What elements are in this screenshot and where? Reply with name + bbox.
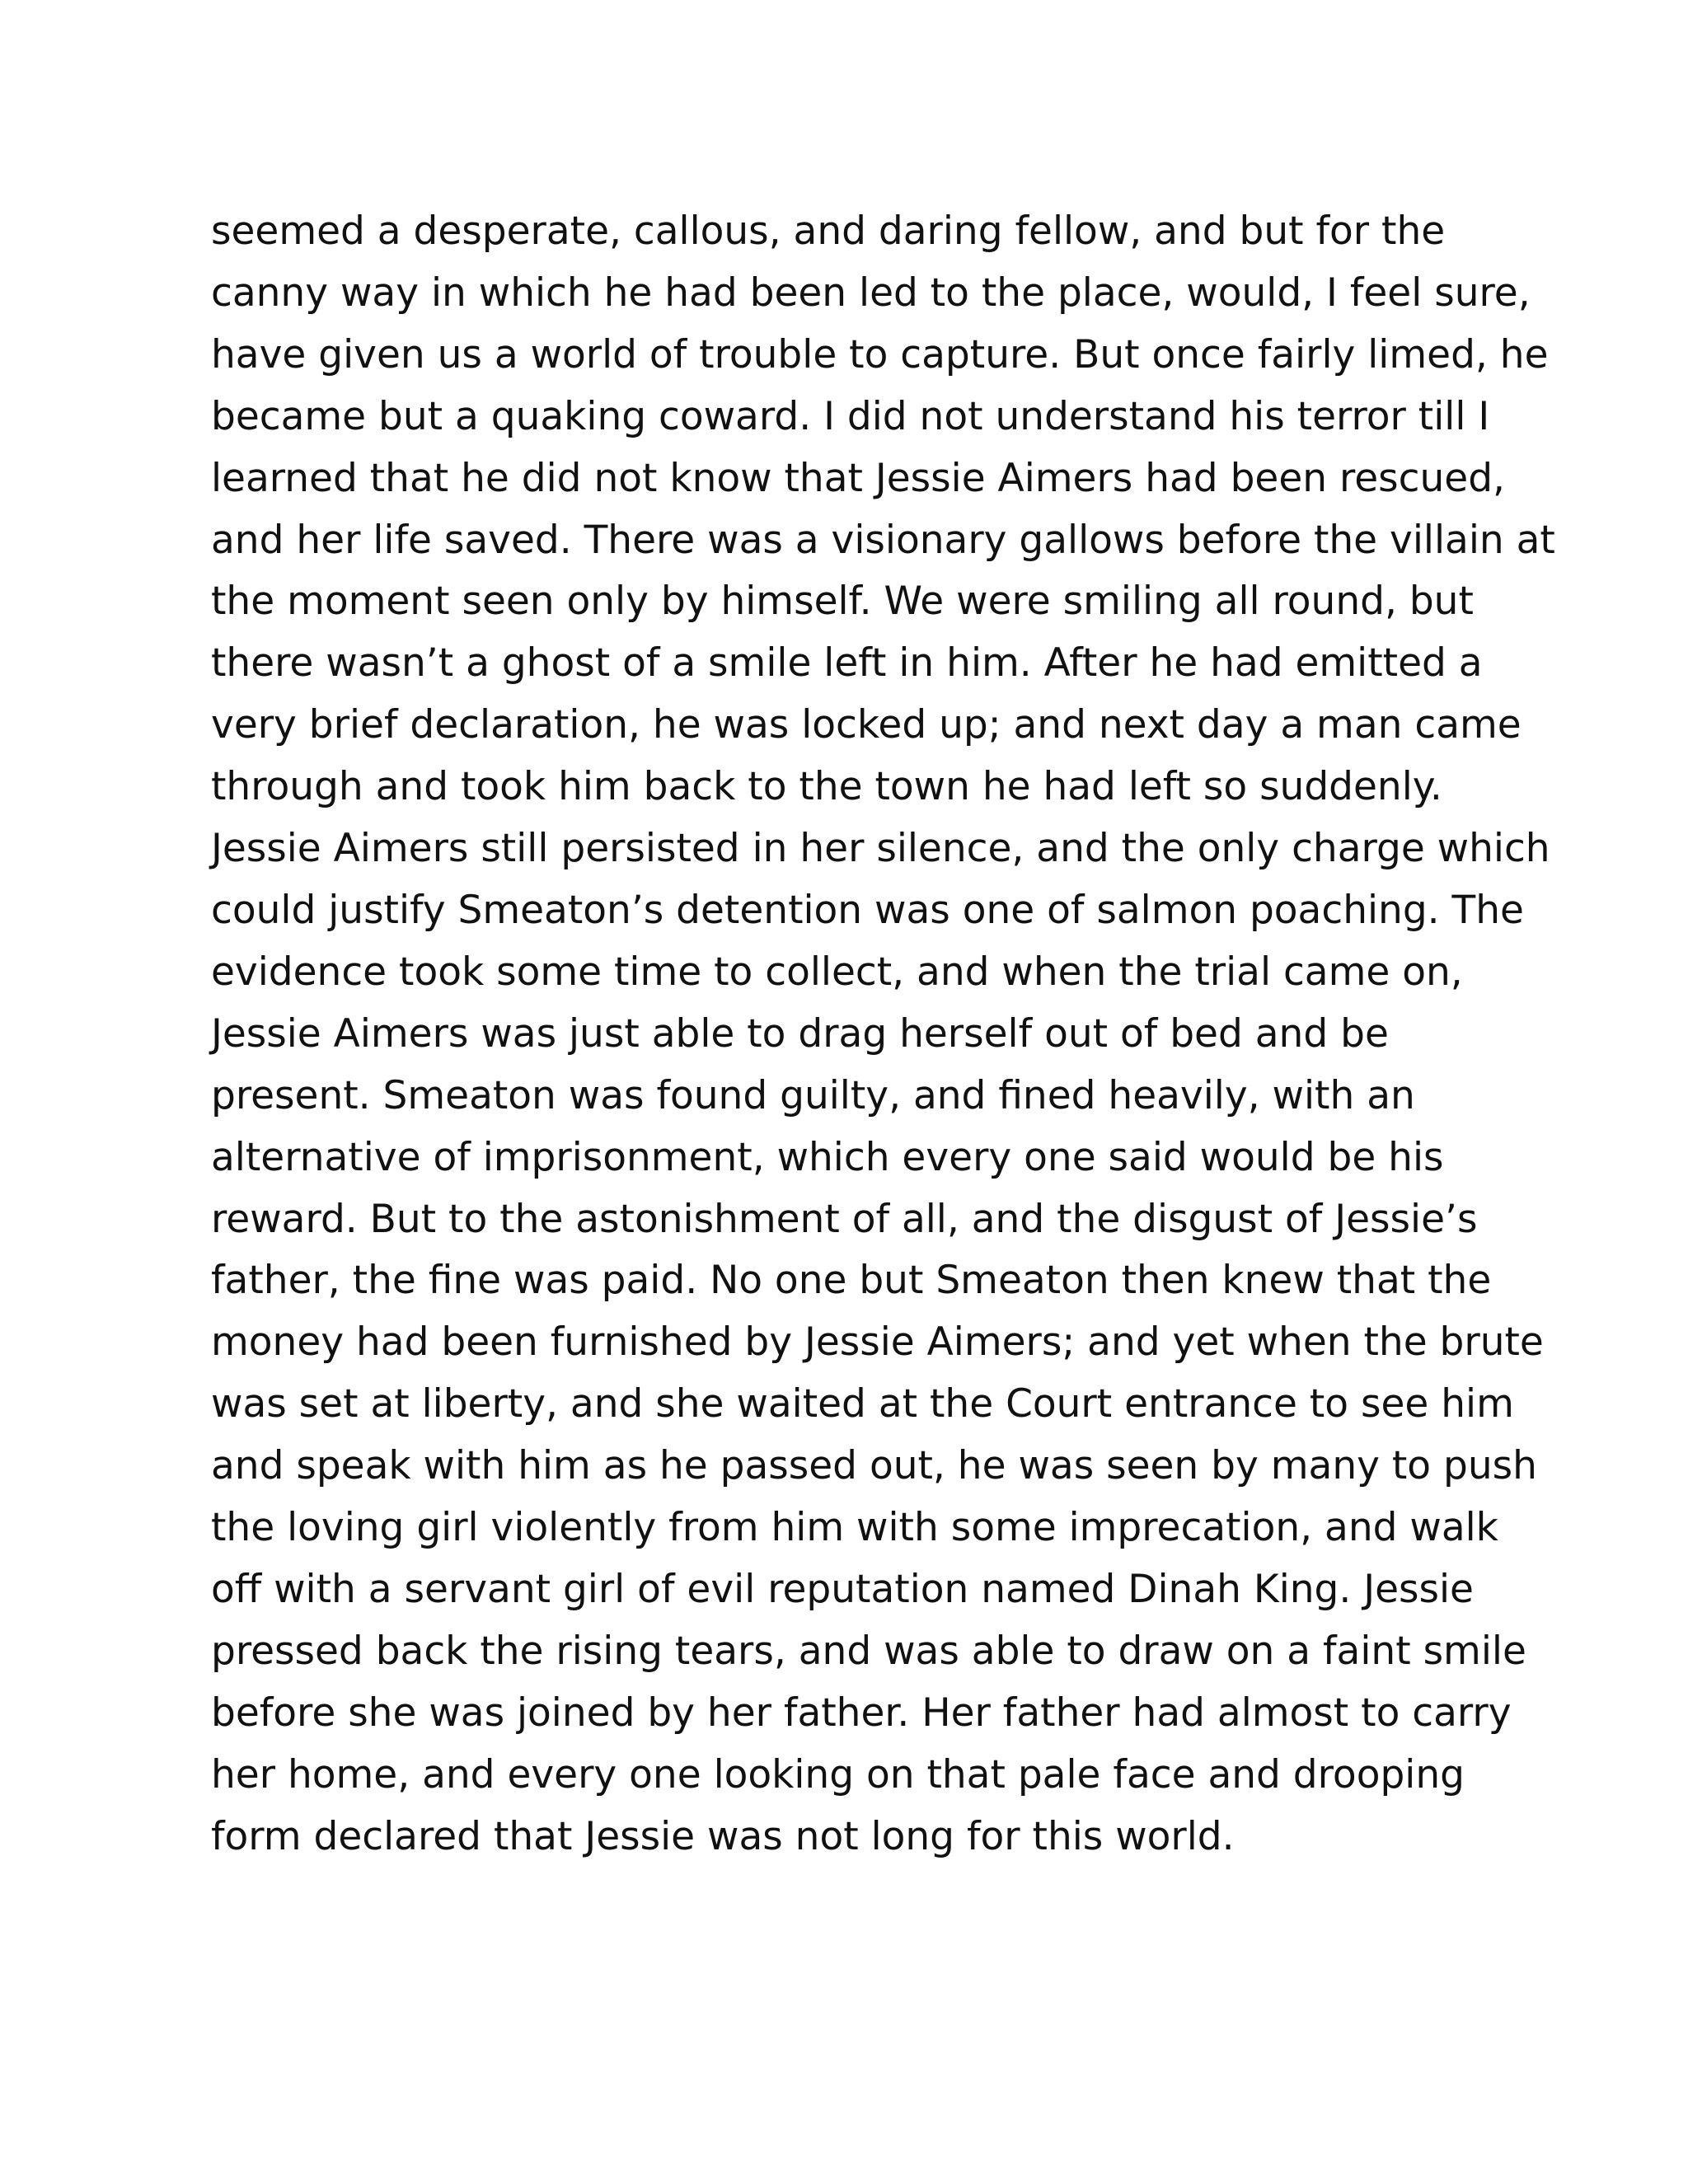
text-line: and her life saved. There was a visionary gallows before the villain at bbox=[211, 517, 1555, 563]
text-line: the loving girl violently from him with some imprecation, and walk bbox=[211, 1505, 1498, 1551]
text-line: through and took him back to the town he had left so suddenly. bbox=[211, 764, 1442, 810]
text-line: have given us a world of trouble to capture. But once fairly limed, he bbox=[211, 331, 1549, 377]
text-line: Jessie Aimers was just able to drag herself out of bed and be bbox=[211, 1010, 1389, 1057]
text-line: before she was joined by her father. Her father had almost to carry bbox=[211, 1690, 1512, 1736]
text-line: present. Smeaton was found guilty, and fined heavily, with an bbox=[211, 1072, 1415, 1118]
text-line: the moment seen only by himself. We were smiling all round, but bbox=[211, 579, 1474, 625]
text-line: there wasn’t a ghost of a smile left in him. After he had emitted a bbox=[211, 640, 1483, 687]
text-line: canny way in which he had been led to the place, would, I feel sure, bbox=[211, 269, 1531, 316]
body-text bbox=[211, 201, 1555, 1868]
text-line: her home, and every one looking on that pale face and drooping bbox=[211, 1751, 1465, 1797]
text-line: form declared that Jessie was not long for this world. bbox=[211, 1813, 1235, 1859]
text-line: learned that he did not know that Jessie Aimers had been rescued, bbox=[211, 455, 1505, 501]
text-line: father, the fine was paid. No one but Smeaton then knew that the bbox=[211, 1258, 1492, 1304]
text-line: and speak with him as he passed out, he was seen by many to push bbox=[211, 1443, 1537, 1489]
text-line: was set at liberty, and she waited at the Court entrance to see him bbox=[211, 1381, 1514, 1427]
text-line: evidence took some time to collect, and when the trial came on, bbox=[211, 949, 1463, 995]
text-line: could justify Smeaton’s detention was one of salmon poaching. The bbox=[211, 887, 1524, 933]
text-line: pressed back the rising tears, and was able to draw on a faint smile bbox=[211, 1628, 1526, 1674]
text-line: alternative of imprisonment, which every one said would be his bbox=[211, 1134, 1444, 1180]
text-line: reward. But to the astonishment of all, and the disgust of Jessie’s bbox=[211, 1196, 1478, 1242]
text-line: off with a servant girl of evil reputation named Dinah King. Jessie bbox=[211, 1566, 1474, 1612]
text-line: money had been furnished by Jessie Aimers; and yet when the brute bbox=[211, 1319, 1544, 1366]
text-line: Jessie Aimers still persisted in her silence, and the only charge which bbox=[211, 826, 1550, 872]
text-line: seemed a desperate, callous, and daring fellow, and but for the bbox=[211, 209, 1446, 254]
text-line: very brief declaration, he was locked up; and next day a man came bbox=[211, 702, 1522, 748]
text-line: became but a quaking coward. I did not understand his terror till I bbox=[211, 393, 1490, 439]
